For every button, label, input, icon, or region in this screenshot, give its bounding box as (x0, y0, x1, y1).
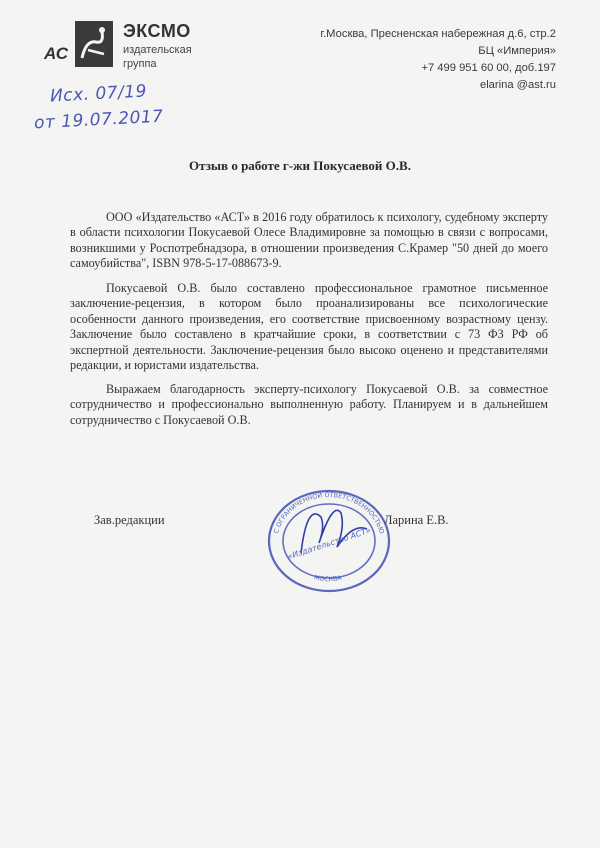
stamp-center-text: «Издательство АСТ» (286, 525, 372, 562)
address-line: +7 499 951 60 00, доб.197 (421, 62, 556, 74)
body-paragraph: Выражаем благодарность эксперту-психологу Покусаевой О.В. за совместное сотрудничество и профессионально выполненную работу. Планируем и в дальнейшем сотрудничество с Покусаевой О.В. (70, 382, 548, 427)
stamp-outer-text: С ОГРАНИЧЕННОЙ ОТВЕТСТВЕННОСТЬЮ (272, 490, 386, 535)
logo-prefix: AC (44, 44, 68, 63)
body-paragraph: Покусаевой О.В. было составлено профессиональное грамотное письменное заключение-рецензия, в котором было проанализированы все психологические особенности данного произведения, его соответствие присвоенному возрастному цензу. Заключение было составлено в кратчайшие сроки, в соответствии с 73 ФЗ РФ об экспертной деятельности. Заключение-рецензия было высоко оценено и представителями редакции, и юристами издательства. (70, 281, 548, 373)
address-line: БЦ «Империя» (478, 45, 556, 57)
company-stamp (263, 483, 395, 595)
document-title: Отзыв о работе г-жи Покусаевой О.В. (189, 158, 411, 173)
svg-text:МОСКВА (313, 573, 343, 583)
logo-subtitle-2: группа (123, 58, 157, 70)
eksmo-logo-icon (74, 20, 114, 68)
body-paragraph: ООО «Издательство «АСТ» в 2016 году обратилось к психологу, судебному эксперту в области психологии Покусаевой Олесе Владимировне за помощью в связи с вопросами, возникшими у Роспотребнадзора, в отношении произведения С.Крамер "50 дней до моего самоубийства", ISBN 978-5-17-088673-9. (70, 210, 548, 271)
handwritten-ref-date: от 19.07.2017 (33, 106, 164, 134)
logo-subtitle-1: издательская (123, 44, 192, 56)
sender-address (320, 26, 556, 94)
signatory-position: Зав.редакции (94, 513, 165, 527)
signatory-name: Ларина Е.В. (384, 513, 449, 527)
address-line: elarina @ast.ru (479, 79, 556, 91)
publisher-logo (38, 20, 198, 76)
logo-brand: ЭКСМО (123, 21, 191, 41)
address-line: г.Москва, Пресненская набережная д.6, стр.2 (320, 28, 556, 40)
handwritten-ref-number: Исх. 07/19 (49, 81, 148, 107)
stamp-bottom-text: МОСКВА (313, 573, 343, 584)
